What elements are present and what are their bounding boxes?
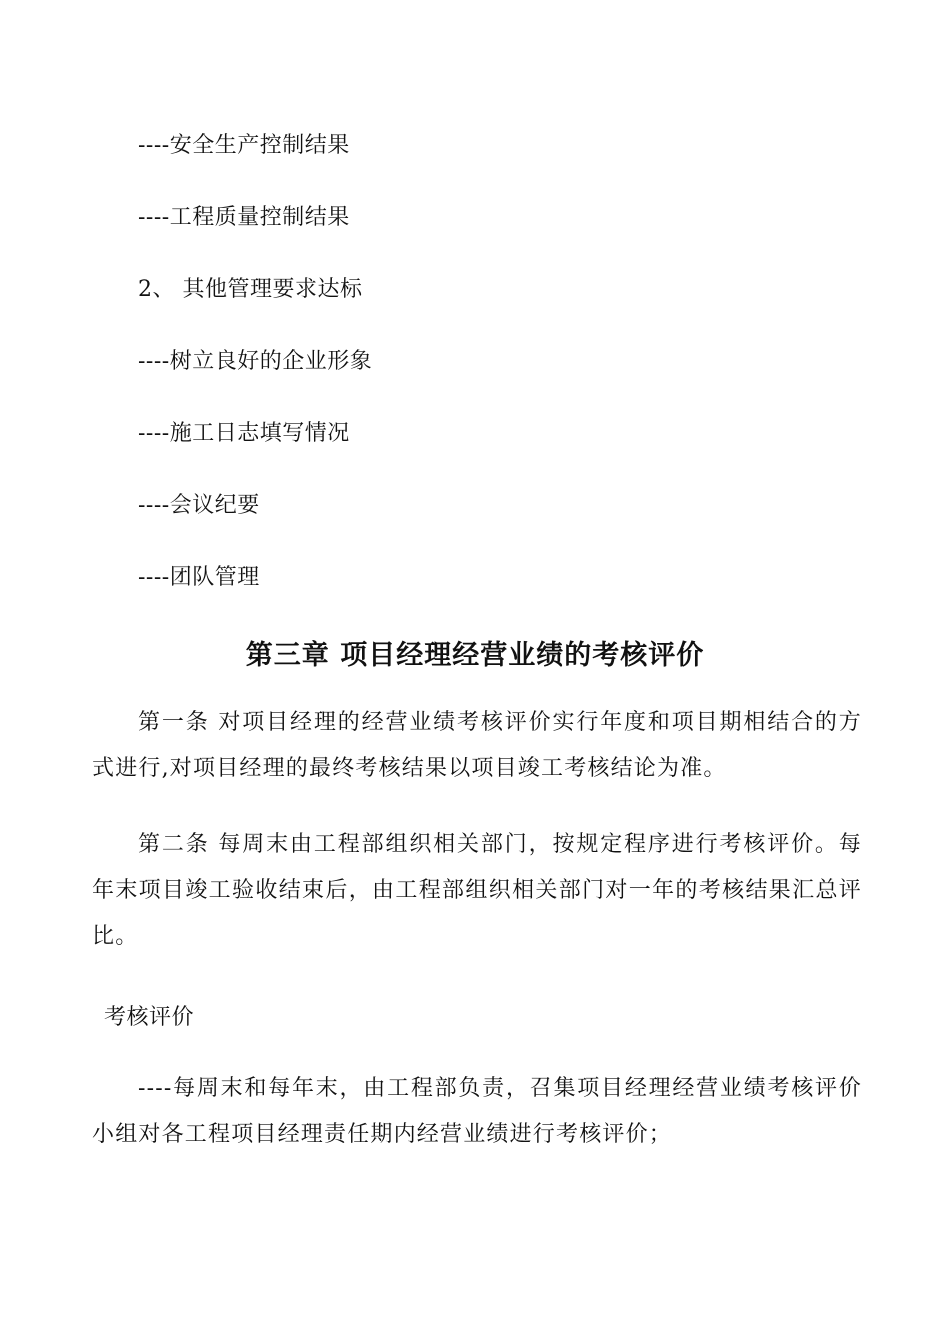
list-item-safety-control: ----安全生产控制结果	[138, 133, 350, 158]
list-item-quality-control: ----工程质量控制结果	[138, 205, 350, 230]
section-subheading: 考核评价	[104, 1005, 195, 1030]
list-item-meeting-minutes: ----会议纪要	[138, 493, 260, 518]
list-item-construction-log: ----施工日志填写情况	[138, 421, 350, 446]
list-item-other-requirements: 2、 其他管理要求达标	[138, 277, 363, 302]
list-item-team-management: ----团队管理	[138, 565, 260, 590]
evaluation-clause-paragraph: ----每周末和每年末，由工程部负责，召集项目经理经营业绩考核评价小组对各工程项目经理责任期内经营业绩进行考核评价；	[92, 1076, 862, 1147]
article-one-paragraph: 第一条 对项目经理的经营业绩考核评价实行年度和项目期相结合的方式进行,对项目经理的最终考核结果以项目竣工考核结论为准。	[92, 710, 862, 781]
article-two-paragraph: 第二条 每周末由工程部组织相关部门，按规定程序进行考核评价。每年末项目竣工验收结束后，由工程部组织相关部门对一年的考核结果汇总评比。	[92, 832, 862, 949]
list-item-corporate-image: ----树立良好的企业形象	[138, 349, 373, 374]
chapter-title: 第三章 项目经理经营业绩的考核评价	[245, 640, 705, 671]
